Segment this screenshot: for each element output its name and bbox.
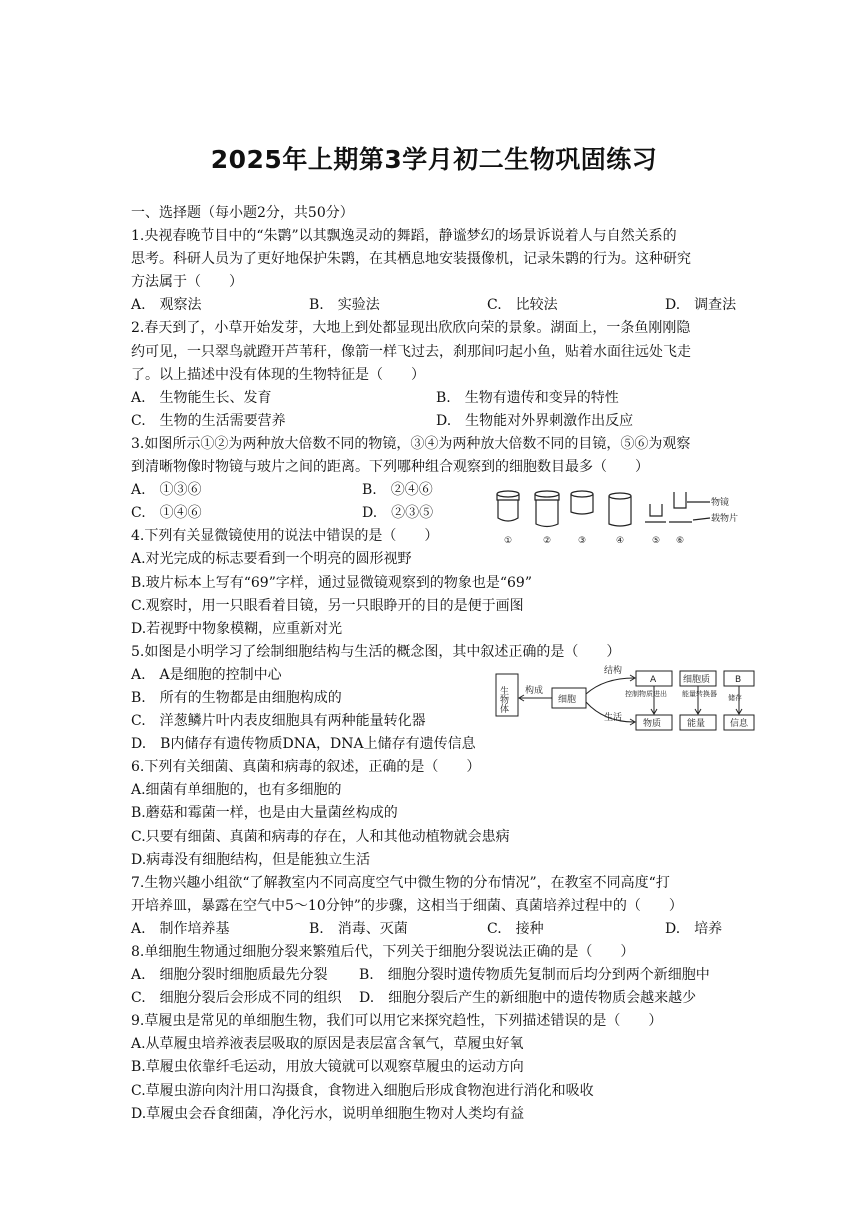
option-d: D. 培养 [665,920,723,937]
figure-number: ② [543,536,552,546]
distance-5-icon [645,504,666,522]
option-d: D.病毒没有细胞结构，但是能独立生活 [131,851,371,868]
option-c: C.只要有细菌、真菌和病毒的存在，人和其他动植物就会患病 [131,828,510,845]
cell-label: 细胞 [558,695,577,705]
cytoplasm-label: 细胞质 [683,675,711,685]
option-b: B.玻片标本上写有“69”字样，通过显微镜观察到的物象也是“69” [131,574,532,591]
option-d: D. 调查法 [665,297,737,314]
figure-number: ④ [616,536,625,546]
question-text: 7.生物兴趣小组欲“了解教室内不同高度空气中微生物的分布情况”，在教室不同高度“打 [131,874,670,891]
figure-number: ⑥ [676,536,685,546]
option-row [131,294,741,317]
option-b: B. 细胞分裂时遗传物质先复制而后均分到两个新细胞中 [359,967,710,984]
cell-concept-map [494,664,766,734]
question-text: 开培养皿，暴露在空气中5～10分钟”的步骤，这相当于细菌、真菌培养过程中的（ ） [131,897,683,914]
option-d: D.草履虫会吞食细菌，净化污水，说明单细胞生物对人类均有益 [131,1105,525,1122]
option-c: C.草履虫游向肉汁用口沟摄食，食物进入细胞后形成食物泡进行消化和吸收 [131,1082,594,1099]
option-row [131,918,741,941]
option-b: B.草履虫依靠纤毛运动，用放大镜就可以观察草履虫的运动方向 [131,1059,524,1076]
question-text: 8.单细胞生物通过细胞分裂来繁殖后代，下列关于细胞分裂说法正确的是（ ） [131,944,635,960]
option-d: D. ②③⑤ [362,505,434,522]
life-label: 生活 [604,713,623,723]
matter-label: 物质 [643,719,662,729]
eyepiece-4-icon [609,493,631,526]
energy-converter-label: 能量转换器 [682,690,717,698]
option-d: D. B内储存有遗传物质DNA，DNA上储存有遗传信息 [131,736,476,753]
question-text: 3.如图所示①②为两种放大倍数不同的物镜，③④为两种放大倍数不同的目镜，⑤⑥为观察 [131,435,691,452]
question-text: 约可见，一只翠鸟就蹬开芦苇秆，像箭一样飞过去，刹那间叼起小鱼，贴着水面往远处飞走 [131,343,691,360]
option-b: B. 消毒、灭菌 [309,920,408,937]
option-c: C.观察时，用一只眼看着目镜，另一只眼睁开的目的是便于画图 [131,597,524,614]
option-d: D. 细胞分裂后产生的新细胞中的遗传物质会越来越少 [359,990,697,1007]
option-a: A. 生物能生长、发育 [131,389,272,406]
slide-label: 载物片 [711,514,739,524]
option-row [131,387,741,410]
option-c: C. 接种 [487,920,544,937]
question-text: 4.下列有关显微镜使用的说法中错误的是（ ） [131,528,439,545]
option-a: A.从草履虫培养液表层吸取的原因是表层富含氧气，草履虫好氧 [131,1036,524,1053]
figure-number: ① [504,536,513,546]
option-a: A. A是细胞的控制中心 [131,666,282,683]
option-c: C. 洋葱鳞片叶内表皮细胞具有两种能量转化器 [131,713,426,730]
figure-number: ⑤ [652,536,661,546]
option-c: C. 细胞分裂后会形成不同的组织 [131,990,342,1007]
option-b: B. 实验法 [309,297,380,314]
box-a-label: A [650,675,657,685]
distance-6-icon [669,492,692,522]
question-text: 9.草履虫是常见的单细胞生物，我们可以用它来探究趋性，下列描述错误的是（ ） [131,1013,663,1030]
option-a: A.对光完成的标志要看到一个明亮的圆形视野 [131,551,412,568]
option-d: D. 生物能对外界刺激作出反应 [436,412,634,429]
organism-label: 生物体 [498,686,508,713]
option-c: C. 比较法 [487,297,558,314]
option-row [131,964,741,987]
make-label: 构成 [525,686,544,696]
option-a: A. 细胞分裂时细胞质最先分裂 [131,967,328,984]
info-label: 信息 [730,719,749,729]
objective-label: 物镜 [711,498,730,508]
option-row [131,410,741,433]
option-a: A. ①③⑥ [131,482,202,499]
option-a: A. 制作培养基 [131,920,230,937]
option-c: C. ①④⑥ [131,505,202,522]
option-d: D.若视野中物象模糊，应重新对光 [131,620,343,637]
option-a: A.细菌有单细胞的，也有多细胞的 [131,782,342,799]
question-text: 思考。科研人员为了更好地保护朱鹮，在其栖息地安装摄像机，记录朱鹮的行为。这种研究 [131,251,691,268]
option-b: B. 所有的生物都是由细胞构成的 [131,689,342,706]
page-title: 2025年上期第3学月初二生物巩固练习 [210,145,658,174]
storage-label: 储存 [728,694,742,702]
eyepiece-3-icon [571,491,593,514]
question-text: 1.央视春晚节目中的“朱鹮”以其飘逸灵动的舞蹈，静谧梦幻的场景诉说着人与自然关系的 [131,228,677,245]
question-text: 了。以上描述中没有体现的生物特征是（ ） [131,366,425,383]
question-text: 到清晰物像时物镜与玻片之间的距离。下列哪种组合观察到的细胞数目最多（ ） [131,459,649,476]
figure-number: ③ [578,536,587,546]
question-text: 2.春天到了，小草开始发芽，大地上到处都显现出欣欣向荣的景象。湖面上，一条鱼刚刚隐 [131,320,691,337]
structure-label: 结构 [604,666,623,676]
section-heading: 一、选择题（每小题2分，共50分） [131,205,354,221]
box-b-label: B [735,675,742,685]
question-text: 方法属于（ ） [131,274,243,291]
option-a: A. 观察法 [131,297,202,314]
option-b: B. ②④⑥ [362,482,433,499]
option-row [131,987,741,1010]
microscope-lens-figure [494,488,746,548]
objective-lens-1-icon [497,491,519,521]
objective-lens-2-icon [535,491,559,527]
option-c: C. 生物的生活需要营养 [131,412,286,429]
question-text: 6.下列有关细菌、真菌和病毒的叙述，正确的是（ ） [131,759,481,776]
energy-label: 能量 [687,719,706,729]
control-label: 控制物质进出 [625,690,667,698]
option-b: B. 生物有遗传和变异的特性 [436,389,619,406]
question-text: 5.如图是小明学习了绘制细胞结构与生活的概念图，其中叙述正确的是（ ） [131,643,621,660]
option-b: B.蘑菇和霉菌一样，也是由大量菌丝构成的 [131,805,398,822]
